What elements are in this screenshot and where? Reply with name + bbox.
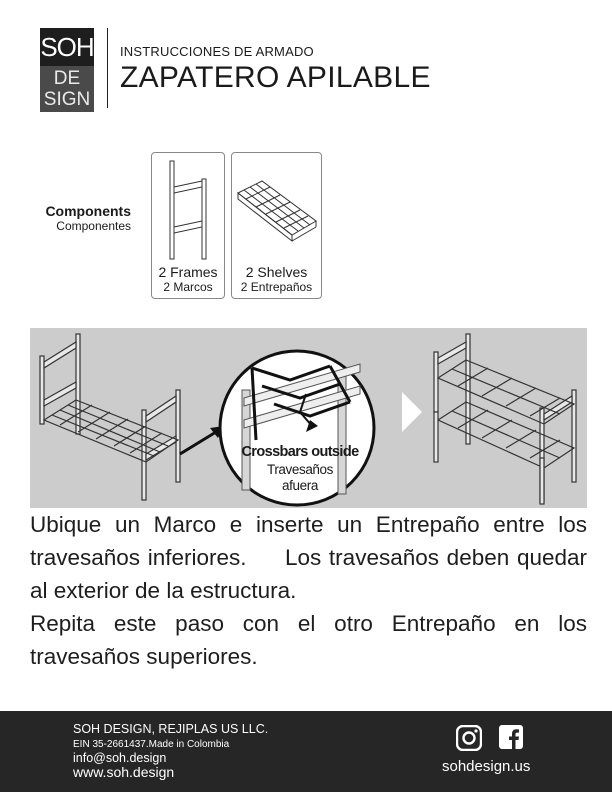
footer-site[interactable]: sohdesign.us — [442, 758, 531, 775]
instruction-paragraph-2: Repita este paso con el otro Entrepaño en los travesaños superiores. — [30, 611, 587, 669]
logo-bottom-line2: SIGN — [43, 89, 91, 110]
instruction-paragraph-1: Ubique un Marco e inserte un Entrepaño entre los travesaños inferiores. Los travesaños deben quedar al exterior de la estructura. — [30, 512, 594, 603]
components-label-es: Componentes — [56, 219, 131, 233]
component-card-frames — [151, 152, 225, 299]
components-label — [43, 203, 131, 233]
shelf-icon — [232, 153, 321, 265]
instagram-icon[interactable] — [456, 725, 482, 751]
logo-bottom — [40, 66, 94, 112]
callout-label-es-2: afuera — [282, 478, 318, 493]
logo-bottom-line1: DE — [53, 68, 81, 89]
footer-ein: EIN 35-2661437.Made in Colombia — [73, 739, 230, 750]
assembly-illustration — [30, 328, 587, 508]
callout-label-en: Crossbars outside — [241, 444, 359, 460]
footer-email[interactable]: info@soh.design — [73, 751, 167, 765]
facebook-icon[interactable] — [499, 725, 523, 749]
document-title: ZAPATERO APILABLE — [120, 61, 431, 94]
footer-web[interactable]: www.soh.design — [73, 764, 175, 780]
frame-with-shelf-drawing — [40, 334, 180, 500]
components-label-en: Components — [45, 203, 131, 219]
logo-top-text: SOH — [40, 28, 94, 66]
stacked-assembly-drawing — [434, 334, 576, 504]
footer-company: SOH DESIGN, REJIPLAS US LLC. — [73, 722, 269, 736]
frame-icon — [152, 153, 224, 265]
frames-caption-es: 2 Marcos — [163, 280, 213, 294]
callout-label-es-1: Travesaños — [266, 462, 334, 477]
brand-logo — [40, 28, 94, 112]
instructions — [30, 508, 594, 673]
document-subtitle: INSTRUCCIONES DE ARMADO — [120, 44, 314, 59]
header-divider — [107, 28, 108, 108]
frames-caption-en: 2 Frames — [158, 264, 218, 280]
shelves-caption-en: 2 Shelves — [245, 264, 308, 280]
shelves-caption-es: 2 Entrepaños — [240, 280, 313, 294]
component-card-shelves — [231, 152, 322, 299]
footer — [0, 711, 612, 792]
